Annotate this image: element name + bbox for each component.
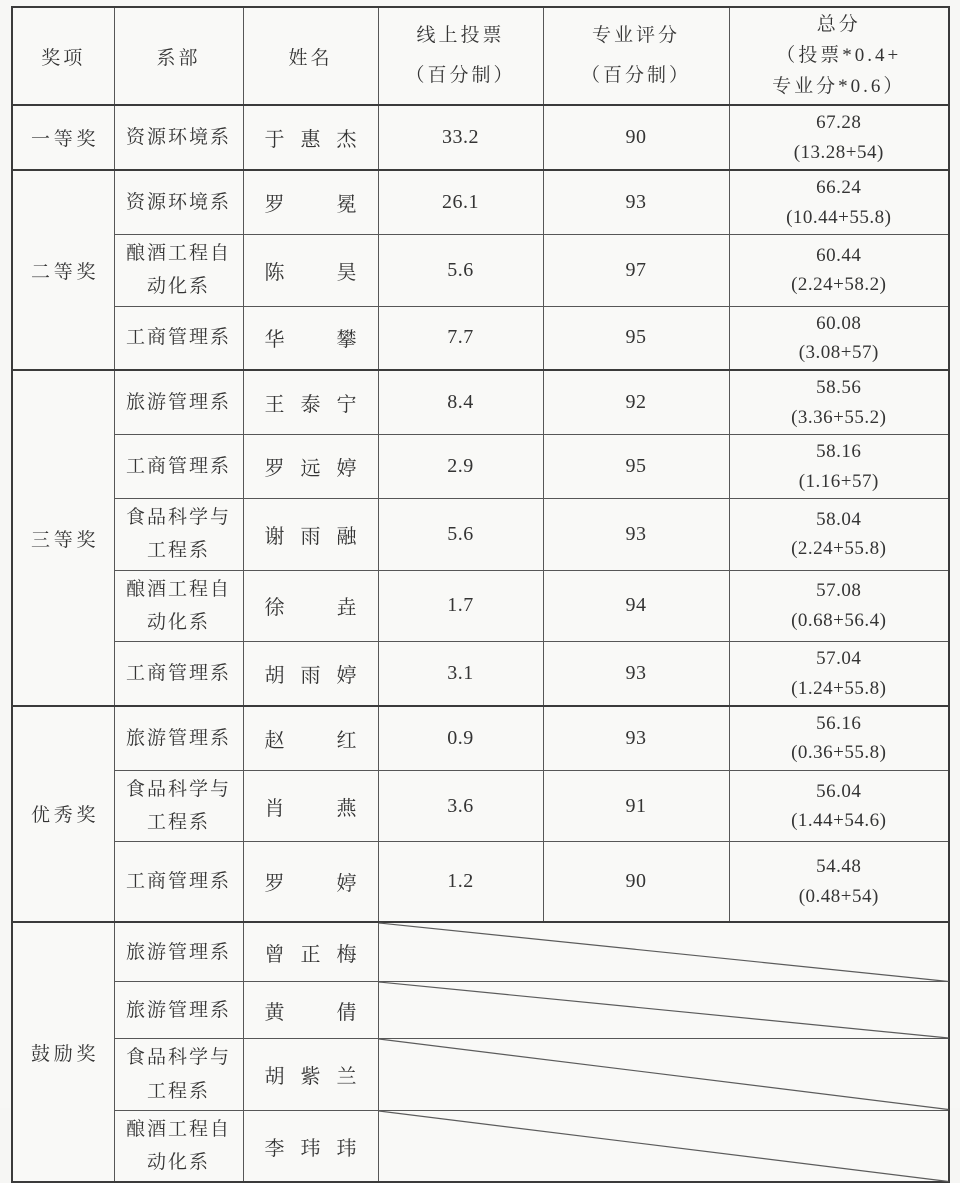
diagonal-slash xyxy=(379,923,949,982)
table-row xyxy=(12,982,949,1039)
total-cell: 56.04 (1.44+54.6) xyxy=(729,770,949,842)
score-cell: 95 xyxy=(543,306,729,370)
dept-cell: 酿酒工程自动化系 xyxy=(114,235,243,307)
table-row xyxy=(12,499,949,571)
total-cell: 60.44 (2.24+58.2) xyxy=(729,235,949,307)
dept-cell: 旅游管理系 xyxy=(114,706,243,770)
award-results-table xyxy=(11,6,950,1183)
diagonal-slash xyxy=(379,1039,949,1110)
header-award: 奖项 xyxy=(12,7,114,105)
dept-cell: 工商管理系 xyxy=(114,642,243,706)
dept-cell: 旅游管理系 xyxy=(114,370,243,434)
vote-cell: 1.7 xyxy=(378,570,543,642)
total-cell: 57.08 (0.68+56.4) xyxy=(729,570,949,642)
score-cell: 93 xyxy=(543,170,729,234)
vote-cell: 33.2 xyxy=(378,105,543,170)
name-cell: 赵红 xyxy=(243,706,378,770)
table-row xyxy=(12,706,949,770)
name-cell: 李玮玮 xyxy=(243,1110,378,1182)
dept-cell: 工商管理系 xyxy=(114,435,243,499)
diagonal-slash xyxy=(379,982,949,1038)
header-row xyxy=(12,7,949,105)
name-cell: 黄倩 xyxy=(243,982,378,1039)
total-cell: 60.08 (3.08+57) xyxy=(729,306,949,370)
name-cell: 曾正梅 xyxy=(243,922,378,982)
table-row xyxy=(12,306,949,370)
empty-slashed-cell xyxy=(378,922,949,982)
score-cell: 91 xyxy=(543,770,729,842)
award-cell: 二等奖 xyxy=(12,170,114,370)
name-cell: 陈昊 xyxy=(243,235,378,307)
score-cell: 93 xyxy=(543,499,729,571)
name-cell: 华攀 xyxy=(243,306,378,370)
diagonal-slash xyxy=(379,1111,949,1182)
vote-cell: 2.9 xyxy=(378,435,543,499)
dept-cell: 酿酒工程自动化系 xyxy=(114,570,243,642)
dept-cell: 食品科学与工程系 xyxy=(114,1039,243,1111)
score-cell: 94 xyxy=(543,570,729,642)
name-cell: 罗远婷 xyxy=(243,435,378,499)
award-cell: 鼓励奖 xyxy=(12,922,114,1183)
table-row xyxy=(12,435,949,499)
vote-cell: 5.6 xyxy=(378,499,543,571)
table-row xyxy=(12,570,949,642)
score-cell: 93 xyxy=(543,706,729,770)
table-row xyxy=(12,842,949,922)
table-row xyxy=(12,170,949,234)
vote-cell: 3.1 xyxy=(378,642,543,706)
vote-cell: 7.7 xyxy=(378,306,543,370)
vote-cell: 1.2 xyxy=(378,842,543,922)
dept-cell: 工商管理系 xyxy=(114,306,243,370)
name-cell: 肖燕 xyxy=(243,770,378,842)
table-row xyxy=(12,922,949,982)
dept-cell: 食品科学与工程系 xyxy=(114,499,243,571)
score-cell: 90 xyxy=(543,105,729,170)
award-cell: 一等奖 xyxy=(12,105,114,170)
dept-cell: 旅游管理系 xyxy=(114,982,243,1039)
total-cell: 58.04 (2.24+55.8) xyxy=(729,499,949,571)
table-row xyxy=(12,1039,949,1111)
total-cell: 56.16 (0.36+55.8) xyxy=(729,706,949,770)
table-row xyxy=(12,105,949,170)
name-cell: 胡雨婷 xyxy=(243,642,378,706)
name-cell: 徐垚 xyxy=(243,570,378,642)
name-cell: 王泰宁 xyxy=(243,370,378,434)
name-cell: 胡紫兰 xyxy=(243,1039,378,1111)
score-cell: 95 xyxy=(543,435,729,499)
name-cell: 于惠杰 xyxy=(243,105,378,170)
table-row xyxy=(12,370,949,434)
table-row xyxy=(12,770,949,842)
table-row xyxy=(12,642,949,706)
header-dept: 系部 xyxy=(114,7,243,105)
header-total-score: 总分 （投票*0.4+ 专业分*0.6） xyxy=(729,7,949,105)
award-cell: 优秀奖 xyxy=(12,706,114,922)
award-cell: 三等奖 xyxy=(12,370,114,706)
vote-cell: 0.9 xyxy=(378,706,543,770)
name-cell: 谢雨融 xyxy=(243,499,378,571)
vote-cell: 26.1 xyxy=(378,170,543,234)
dept-cell: 旅游管理系 xyxy=(114,922,243,982)
score-cell: 93 xyxy=(543,642,729,706)
score-cell: 92 xyxy=(543,370,729,434)
header-name: 姓名 xyxy=(243,7,378,105)
name-cell: 罗冕 xyxy=(243,170,378,234)
header-online-vote: 线上投票 （百分制） xyxy=(378,7,543,105)
header-pro-score: 专业评分 （百分制） xyxy=(543,7,729,105)
empty-slashed-cell xyxy=(378,982,949,1039)
dept-cell: 资源环境系 xyxy=(114,170,243,234)
score-cell: 97 xyxy=(543,235,729,307)
dept-cell: 酿酒工程自动化系 xyxy=(114,1110,243,1182)
vote-cell: 5.6 xyxy=(378,235,543,307)
total-cell: 54.48 (0.48+54) xyxy=(729,842,949,922)
vote-cell: 3.6 xyxy=(378,770,543,842)
total-cell: 66.24 (10.44+55.8) xyxy=(729,170,949,234)
name-cell: 罗婷 xyxy=(243,842,378,922)
dept-cell: 工商管理系 xyxy=(114,842,243,922)
vote-cell: 8.4 xyxy=(378,370,543,434)
dept-cell: 食品科学与工程系 xyxy=(114,770,243,842)
score-cell: 90 xyxy=(543,842,729,922)
table-row xyxy=(12,1110,949,1182)
total-cell: 67.28 (13.28+54) xyxy=(729,105,949,170)
empty-slashed-cell xyxy=(378,1110,949,1182)
empty-slashed-cell xyxy=(378,1039,949,1111)
total-cell: 57.04 (1.24+55.8) xyxy=(729,642,949,706)
table-row xyxy=(12,235,949,307)
total-cell: 58.16 (1.16+57) xyxy=(729,435,949,499)
dept-cell: 资源环境系 xyxy=(114,105,243,170)
total-cell: 58.56 (3.36+55.2) xyxy=(729,370,949,434)
